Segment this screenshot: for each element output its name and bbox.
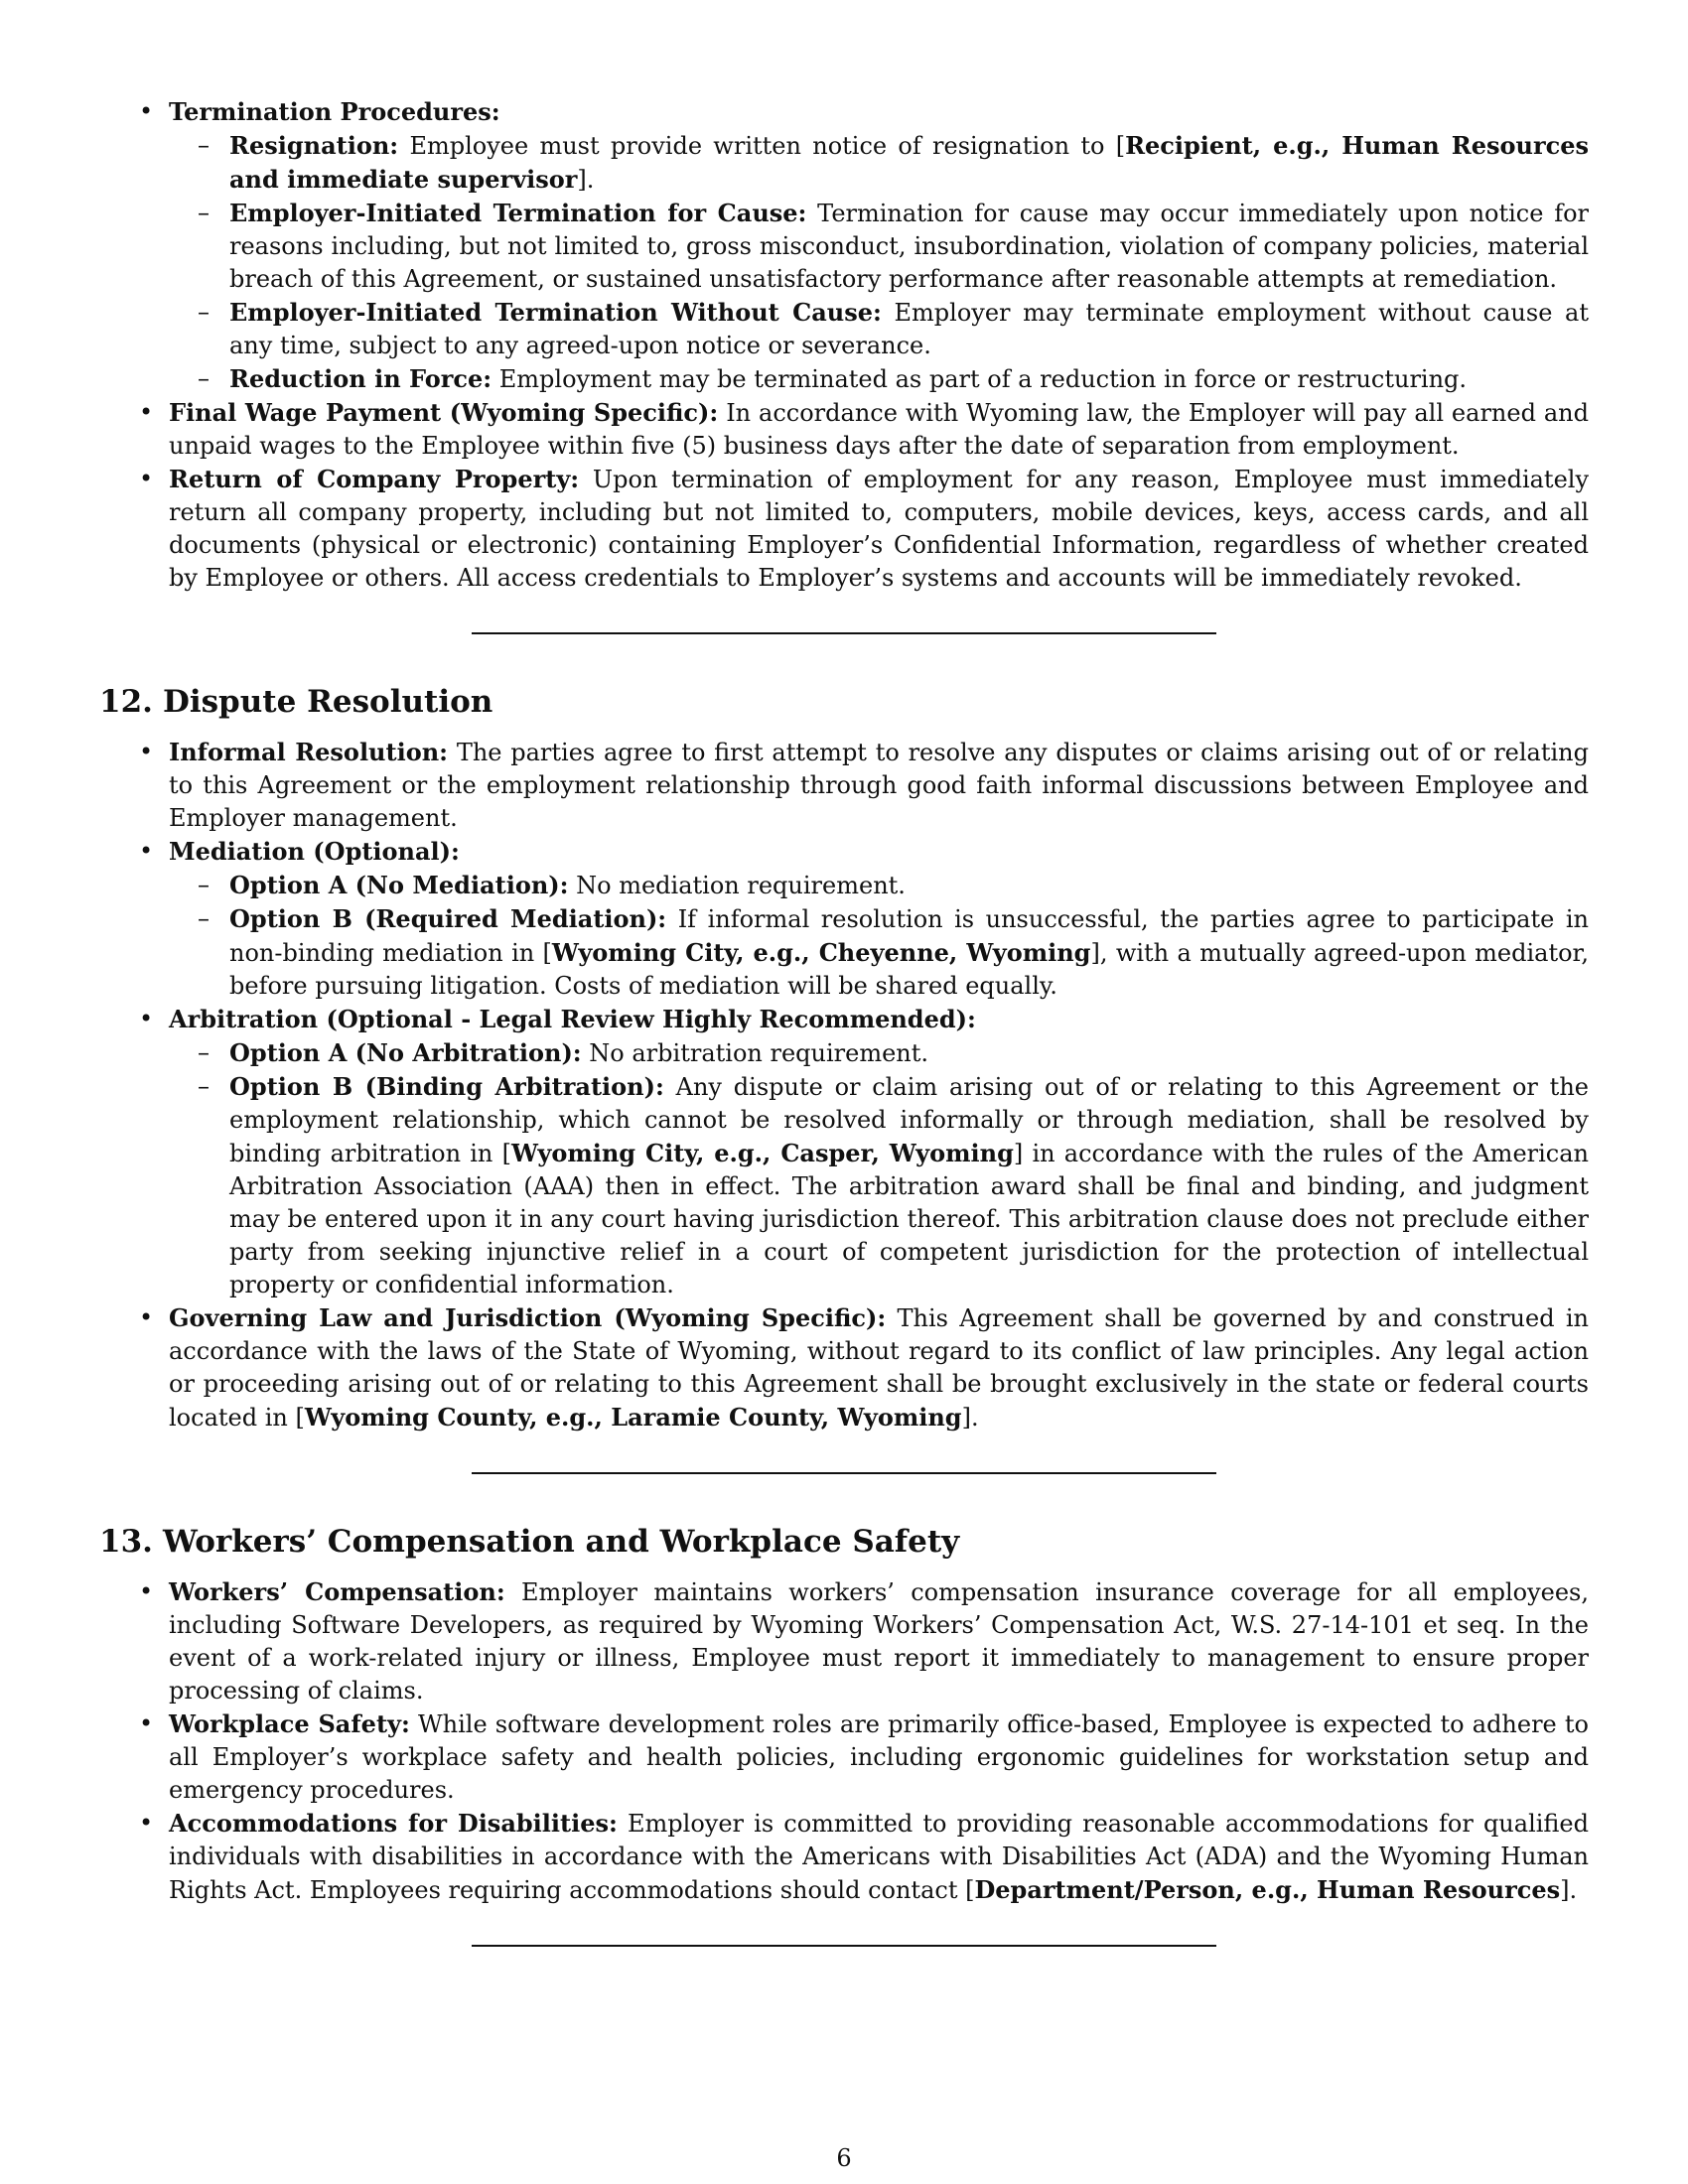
list-item — [229, 1036, 1589, 1070]
section-13-heading — [99, 1522, 1589, 1562]
item-label: Option A (No Mediation): — [229, 871, 569, 899]
item-label: Workers’ Compensation: — [169, 1577, 505, 1606]
item-label: Final Wage Payment (Wyoming Specific): — [169, 398, 719, 427]
item-label: Governing Law and Jurisdiction (Wyoming Specific): — [169, 1303, 887, 1332]
workers-comp-list — [99, 1575, 1589, 1907]
item-label: Accommodations for Disabilities: — [169, 1809, 618, 1838]
list-item — [169, 1807, 1589, 1907]
section-divider — [472, 1945, 1216, 1947]
list-item — [229, 129, 1589, 197]
item-label: Option B (Binding Arbitration): — [229, 1072, 664, 1101]
item-label: Reduction in Force: — [229, 364, 492, 393]
item-label: Employer-Initiated Termination for Cause: — [229, 199, 807, 227]
item-label: Informal Resolution: — [169, 738, 449, 766]
section-divider — [472, 1472, 1216, 1474]
section-divider — [472, 632, 1216, 634]
section-title: Dispute Resolution — [162, 684, 493, 720]
item-text: Employer maintains workers’ compensation insurance coverage for all employees, including Software Developers, as required by Wyoming Workers’ Compensation Act, W.S. 27-14-101 et seq. In the event of a work-related injury or illness, Employee must report it immediately to management to ensure proper processing of claims. — [169, 1578, 1589, 1705]
list-item — [169, 463, 1589, 595]
page-number: 6 — [836, 2144, 852, 2172]
section-12-heading — [99, 682, 1589, 722]
item-text: ] in accordance with the rules of the American Arbitration Association (AAA) then in effect. The arbitration award shall be final and binding, and judgment may be entered upon it in any court having jurisdiction thereof. This arbitration clause does not preclude either party from seeking injunctive relief in a court of competent jurisdiction for the protection of intellectual property or confidential information. — [229, 1140, 1589, 1298]
list-item — [229, 869, 1589, 902]
item-label: Option B (Required Mediation): — [229, 904, 667, 933]
item-text: Employment may be terminated as part of a reduction in force or restructuring. — [498, 365, 1468, 393]
item-label: Resignation: — [229, 131, 399, 160]
dispute-list — [99, 736, 1589, 1434]
item-text: ]. — [577, 166, 595, 194]
item-label: Arbitration (Optional - Legal Review Highly Recommended): — [169, 1005, 976, 1033]
list-item — [229, 1070, 1589, 1301]
termination-heading: Termination Procedures: — [169, 97, 500, 126]
list-item — [229, 197, 1589, 296]
list-item — [229, 296, 1589, 362]
mediation-sublist — [169, 869, 1589, 1003]
item-text: The parties agree to first attempt to resolve any disputes or claims arising out of or relating to this Agreement or the employment relationship through good faith informal discussions between Employee and Employer management. — [169, 739, 1589, 832]
placeholder-text: Wyoming City, e.g., Cheyenne, Wyoming — [551, 938, 1091, 967]
item-text: ], with a mutually agreed-upon mediator, before pursuing litigation. Costs of mediation will be shared equally. — [229, 939, 1589, 1000]
item-label: Mediation (Optional): — [169, 837, 460, 866]
list-item — [229, 902, 1589, 1003]
list-item — [169, 1003, 1589, 1301]
item-text: Employee must provide written notice of resignation to [ — [409, 132, 1126, 160]
list-item — [169, 1575, 1589, 1707]
item-label: Option A (No Arbitration): — [229, 1038, 582, 1067]
section-title: Workers’ Compensation and Workplace Safety — [162, 1524, 960, 1560]
item-text: Upon termination of employment for any reason, Employee must immediately return all company property, including but not limited to, computers, mobile devices, keys, access cards, and all documents (physical or electronic) containing Employer’s Confidential Information, regardless of whether created by Employee or others. All access credentials to Employer’s systems and accounts will be immediately revoked. — [169, 466, 1590, 592]
item-text: While software development roles are primarily office-based, Employee is expected to adhere to all Employer’s workplace safety and health policies, including ergonomic guidelines for workstation setup and emergency procedures. — [169, 1710, 1589, 1804]
termination-sublist — [169, 129, 1589, 396]
placeholder-text: Recipient, e.g., Human Resources and immediate supervisor — [229, 131, 1589, 194]
list-item — [169, 1707, 1589, 1807]
item-text: Employer is committed to providing reasonable accommodations for qualified individuals with disabilities in accordance with the Americans with Disabilities Act (ADA) and the Wyoming Human Rights Act. Employees requiring accommodations should contact [ — [169, 1810, 1589, 1904]
item-text: This Agreement shall be governed by and construed in accordance with the laws of the State of Wyoming, without regard to its conflict of law principles. Any legal action or proceeding arising out of or relating to this Agreement shall be brought exclusively in the state or federal courts located in [ — [169, 1304, 1590, 1432]
item-text: If informal resolution is unsuccessful, the parties agree to participate in non-binding mediation in [ — [229, 905, 1589, 967]
item-text: No arbitration requirement. — [589, 1039, 929, 1067]
list-item — [169, 835, 1589, 1003]
termination-list — [99, 95, 1589, 595]
item-text: Employer may terminate employment without cause at any time, subject to any agreed-upon notice or severance. — [229, 299, 1590, 359]
item-text: ]. — [961, 1404, 979, 1432]
item-text: No mediation requirement. — [576, 872, 906, 899]
section-number: 12. — [99, 684, 153, 720]
document-page — [99, 95, 1589, 1994]
list-item — [169, 396, 1589, 463]
item-label: Return of Company Property: — [169, 465, 580, 493]
item-label: Workplace Safety: — [169, 1709, 410, 1738]
list-item — [229, 362, 1589, 396]
list-item — [169, 1301, 1589, 1434]
list-item — [169, 736, 1589, 835]
placeholder-text: Wyoming County, e.g., Laramie County, Wyoming — [304, 1403, 962, 1432]
item-text: ]. — [1560, 1876, 1578, 1904]
item-text: In accordance with Wyoming law, the Employer will pay all earned and unpaid wages to the Employee within five (5) business days after the date of separation from employment. — [169, 399, 1589, 460]
arbitration-sublist — [169, 1036, 1589, 1301]
list-item — [169, 95, 1589, 396]
item-label: Employer-Initiated Termination Without Cause: — [229, 298, 882, 327]
item-text: Any dispute or claim arising out of or relating to this Agreement or the employment relationship, which cannot be resolved informally or through mediation, shall be resolved by binding arbitration in [ — [229, 1073, 1589, 1167]
item-text: Termination for cause may occur immediately upon notice for reasons including, but not limited to, gross misconduct, insubordination, violation of company policies, material breach of this Agreement, or sustained unsatisfactory performance after reasonable attempts at remediation. — [229, 200, 1589, 293]
placeholder-text: Wyoming City, e.g., Casper, Wyoming — [510, 1139, 1014, 1167]
placeholder-text: Department/Person, e.g., Human Resources — [974, 1875, 1561, 1904]
section-number: 13. — [99, 1524, 153, 1560]
